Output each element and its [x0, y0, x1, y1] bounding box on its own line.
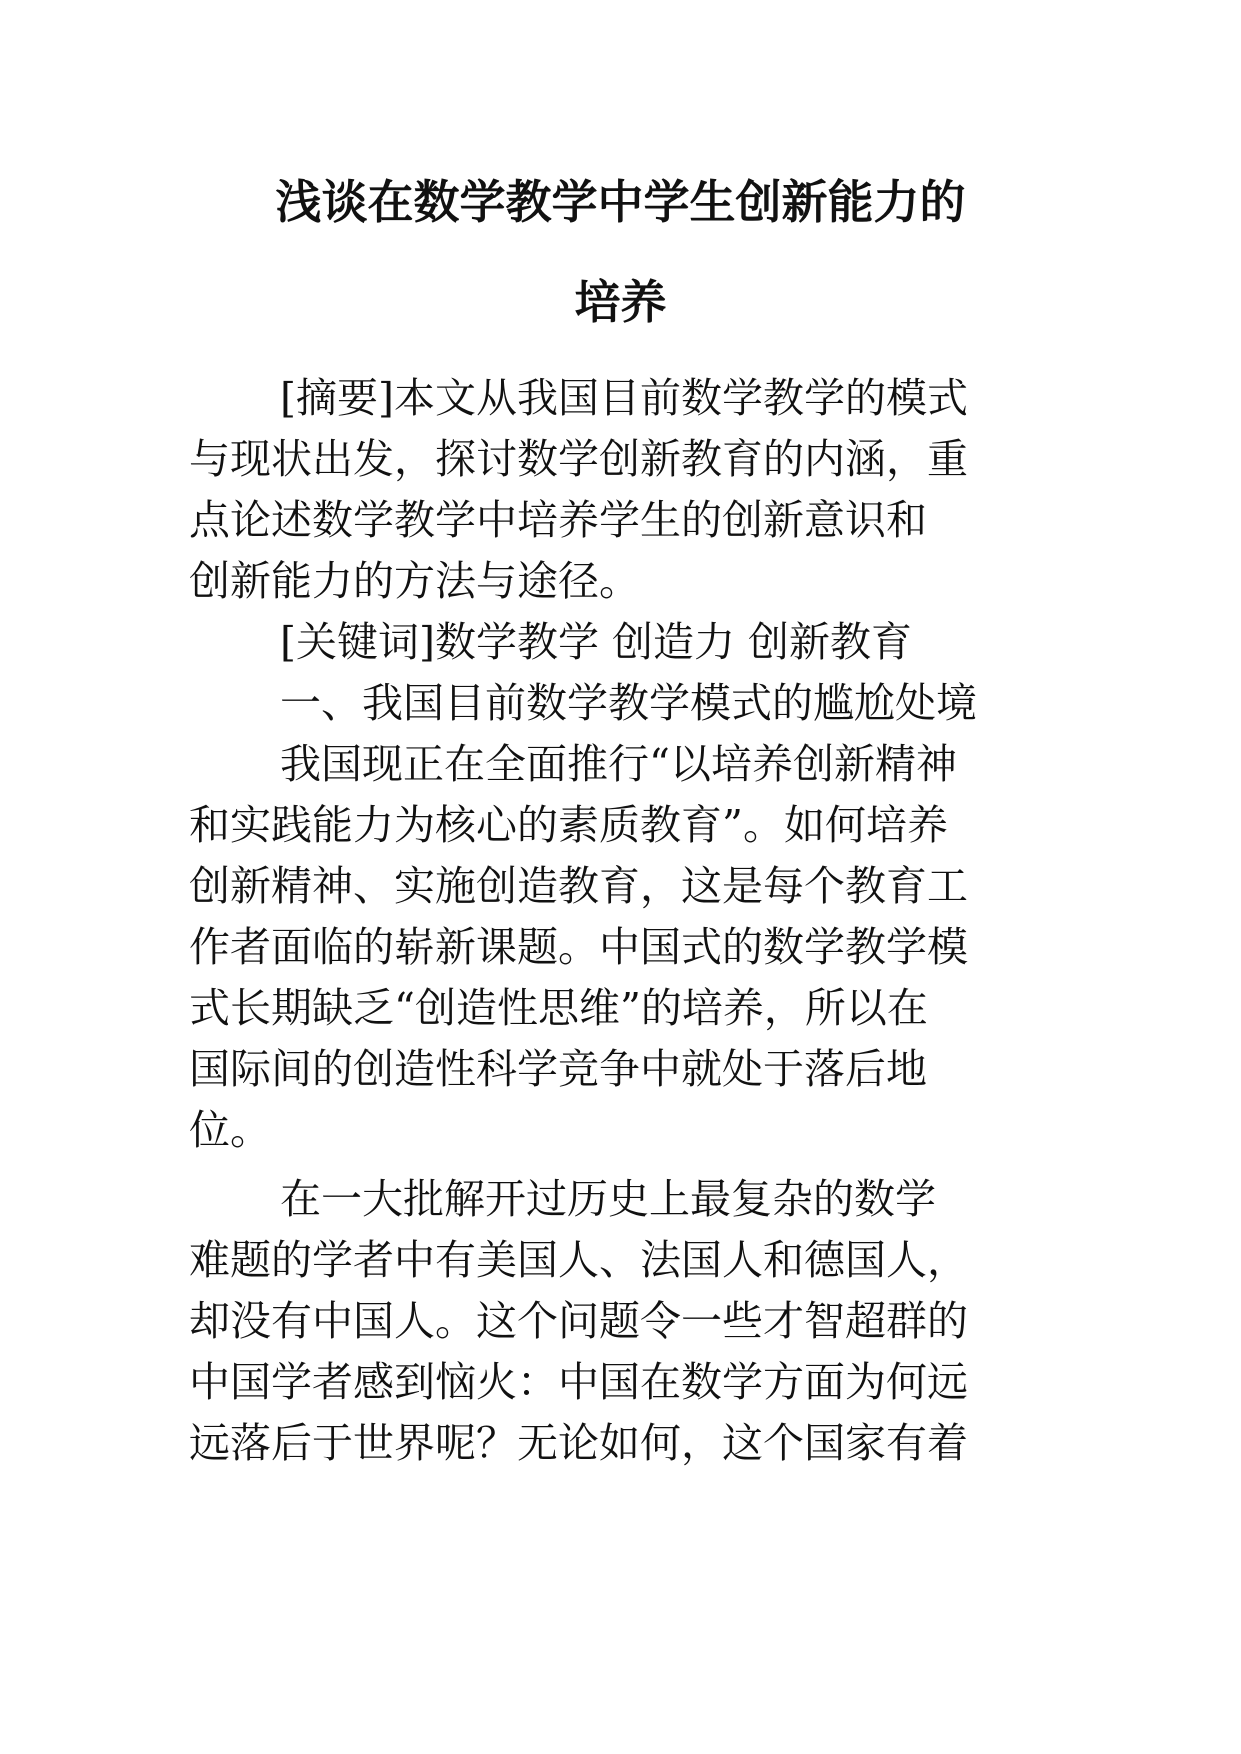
paragraph-line: 在一大批解开过历史上最复杂的数学 — [280, 1175, 936, 1223]
paragraph-line: 难题的学者中有美国人、法国人和德国人， — [189, 1236, 968, 1284]
paragraph-line: 位。 — [189, 1106, 271, 1154]
abstract-line: 创新能力的方法与途径。 — [189, 557, 640, 605]
section-heading: 一、我国目前数学教学模式的尴尬处境 — [280, 679, 977, 727]
paragraph-line: 作者面临的崭新课题。中国式的数学教学模 — [189, 923, 968, 971]
paragraph-line: 国际间的创造性科学竞争中就处于落后地 — [189, 1045, 927, 1093]
document-title-line-1: 浅谈在数学教学中学生创新能力的 — [275, 175, 966, 229]
paragraph-line: 中国学者感到恼火：中国在数学方面为何远 — [189, 1358, 968, 1406]
paragraph-line: 我国现正在全面推行“以培养创新精神 — [280, 740, 957, 788]
abstract-line: 与现状出发，探讨数学创新教育的内涵，重 — [189, 435, 968, 483]
abstract-line: 点论述数学教学中培养学生的创新意识和 — [189, 496, 927, 544]
paragraph-line: 创新精神、实施创造教育，这是每个教育工 — [189, 862, 968, 910]
paragraph-line: 式长期缺乏“创造性思维”的培养，所以在 — [189, 984, 928, 1032]
keywords-line: [关键词]数学教学 创造力 创新教育 — [280, 618, 913, 666]
paragraph-line: 远落后于世界呢？无论如何，这个国家有着 — [189, 1419, 968, 1467]
abstract-line: [摘要]本文从我国目前数学教学的模式 — [280, 374, 968, 422]
paragraph-line: 却没有中国人。这个问题令一些才智超群的 — [189, 1297, 968, 1345]
document-title-line-2: 培养 — [574, 275, 667, 329]
paragraph-line: 和实践能力为核心的素质教育”。如何培养 — [189, 801, 948, 849]
